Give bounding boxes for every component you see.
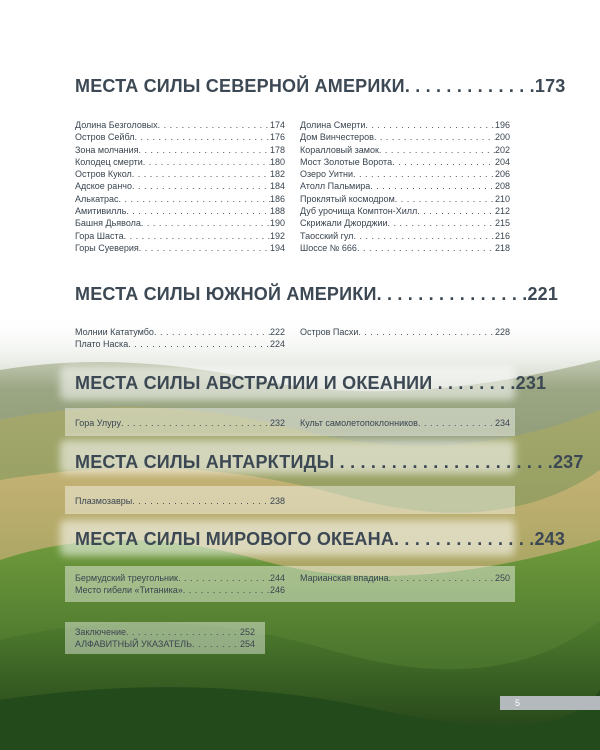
toc-entry[interactable]: Башня Дьявола . . . 190 <box>75 217 285 229</box>
toc-entry[interactable]: Дом Винчестеров . . . 200 <box>300 131 510 143</box>
toc-column-left <box>75 417 285 429</box>
toc-entry[interactable]: Плато Наска . . . 224 <box>75 338 285 350</box>
toc-entry[interactable]: Алькатрас . . . 186 <box>75 193 285 205</box>
toc-column-left <box>75 572 285 597</box>
toc-entry[interactable]: Долина Смерти . . . 196 <box>300 119 510 131</box>
toc-column-left <box>75 495 285 507</box>
toc-entry[interactable]: Гора Улуру . . . 232 <box>75 417 285 429</box>
toc-entry[interactable]: Остров Пасхи . . . 228 <box>300 326 510 338</box>
toc-entry[interactable]: Место гибели «Титаника» . . . 246 <box>75 584 285 596</box>
toc-entry[interactable]: АЛФАВИТНЫЙ УКАЗАТЕЛЬ . . . 254 <box>75 638 255 650</box>
toc-entry[interactable]: Марианская впадина . . . 250 <box>300 572 510 584</box>
toc-column-right <box>300 572 510 584</box>
toc-entry[interactable]: Атолл Пальмира . . . 208 <box>300 180 510 192</box>
section-title[interactable]: МЕСТА СИЛЫ АВСТРАЛИИ И ОКЕАНИИ . . . . . . . .231 <box>75 373 547 393</box>
toc-entry[interactable]: Культ самолетопоклонников . . . 234 <box>300 417 510 429</box>
toc-entry[interactable]: Дуб урочища Комптон-Хилл . . . 212 <box>300 205 510 217</box>
toc-entry[interactable]: Зона молчания . . . 178 <box>75 144 285 156</box>
toc-entry[interactable]: Скрижали Джорджии . . . 215 <box>300 217 510 229</box>
toc-column-left <box>75 119 285 254</box>
toc-entry[interactable]: Молнии Кататумбо . . . 222 <box>75 326 285 338</box>
toc-column-right <box>300 417 510 429</box>
toc-entry[interactable]: Колодец смерти . . . 180 <box>75 156 285 168</box>
toc-entry[interactable]: Остров Сейбл . . . 176 <box>75 131 285 143</box>
toc-entry[interactable]: Амитивилль . . . 188 <box>75 205 285 217</box>
toc-entry[interactable]: Долина Безголовых . . . 174 <box>75 119 285 131</box>
toc-entry[interactable]: Бермудский треугольник . . . 244 <box>75 572 285 584</box>
toc-entry[interactable]: Горы Суеверия . . . 194 <box>75 242 285 254</box>
toc-entry[interactable]: Мост Золотые Ворота . . . 204 <box>300 156 510 168</box>
toc-entry[interactable]: Остров Кукол . . . 182 <box>75 168 285 180</box>
toc-entry[interactable]: Заключение . . . 252 <box>75 626 255 638</box>
toc-column-right <box>300 119 510 254</box>
toc-entry[interactable]: Гора Шаста . . . 192 <box>75 230 285 242</box>
section-title[interactable]: МЕСТА СИЛЫ МИРОВОГО ОКЕАНА. . . . . . . . . . . . . .243 <box>75 529 566 549</box>
toc-column-left <box>75 326 285 351</box>
toc-entry[interactable]: Коралловый замок . . . 202 <box>300 144 510 156</box>
toc-entry[interactable]: Адское ранчо . . . 184 <box>75 180 285 192</box>
section-title[interactable]: МЕСТА СИЛЫ ЮЖНОЙ АМЕРИКИ. . . . . . . . . . . . . . .221 <box>75 284 559 304</box>
toc-entry[interactable]: Плазмозавры . . . 238 <box>75 495 285 507</box>
toc-entry[interactable]: Таосский гул . . . 216 <box>300 230 510 242</box>
toc-column-right <box>300 326 510 338</box>
page-number: 5 <box>500 696 600 710</box>
section-title[interactable]: МЕСТА СИЛЫ АНТАРКТИДЫ . . . . . . . . . . . . . . . . . . . . .237 <box>75 452 584 472</box>
toc-entry[interactable]: Озеро Уитни . . . 206 <box>300 168 510 180</box>
toc-entry[interactable]: Шоссе № 666 . . . 218 <box>300 242 510 254</box>
toc-back-matter <box>75 626 255 651</box>
toc-entry[interactable]: Проклятый космодром . . . 210 <box>300 193 510 205</box>
section-title[interactable]: МЕСТА СИЛЫ СЕВЕРНОЙ АМЕРИКИ. . . . . . . . . . . . .173 <box>75 76 566 96</box>
